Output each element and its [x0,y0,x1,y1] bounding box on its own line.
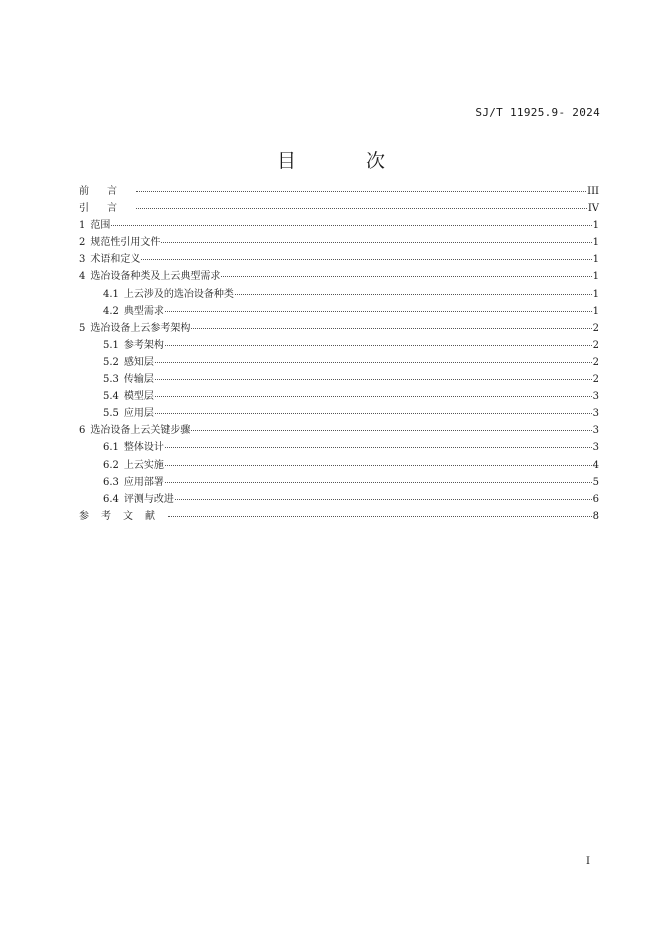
dot-leader [136,208,587,209]
page-title: 目 次 [276,150,418,172]
toc-entry-number: 6.1 [103,442,119,454]
toc-entry-page: 5 [592,476,599,488]
toc-entry-number: 5.2 [103,356,119,368]
toc-entry-title: 上云涉及的选冶设备种类 [123,288,234,300]
dot-leader [141,259,591,260]
toc-entry[interactable] [79,320,599,337]
dot-leader [165,465,592,466]
toc-entry-page: 6 [592,493,599,505]
toc-entry-title: 参考架构 [123,339,164,351]
toc-entry-title: 感知层 [123,356,154,368]
toc-entry[interactable] [79,439,599,456]
toc-entry[interactable] [79,268,599,285]
toc-entry[interactable] [79,251,599,268]
toc-entry-page: 1 [592,220,599,232]
dot-leader [155,396,592,397]
dot-leader [155,362,592,363]
toc-entry-number: 6.3 [103,476,119,488]
toc-entry[interactable] [79,337,599,354]
toc-entry-page: 1 [592,288,599,300]
toc-entry[interactable] [79,234,599,251]
toc-entry-page: 3 [592,391,599,403]
toc-entry[interactable] [79,286,599,303]
dot-leader [165,311,592,312]
dot-leader [221,276,591,277]
dot-leader [161,242,591,243]
toc-entry-number: 6.4 [103,493,119,505]
toc-entry-number: 5.1 [103,339,119,351]
toc-entry-title: 选冶设备上云关键步骤 [90,425,191,437]
dot-leader [191,430,591,431]
toc-entry-title: 引言 [79,203,135,215]
toc-entry[interactable] [79,183,599,200]
toc-entry[interactable] [79,371,599,388]
toc-entry-title: 应用部署 [123,476,164,488]
standard-code: SJ/T 11925.9- 2024 [475,106,600,119]
dot-leader [155,413,592,414]
toc-entry-page: 1 [592,237,599,249]
toc-entry-number: 5.3 [103,374,119,386]
toc-entry-number: 1 [79,220,86,232]
toc-entry-page: 8 [592,510,599,522]
dot-leader [155,379,592,380]
toc-entry-page: 3 [592,442,599,454]
toc-entry-page: 2 [592,322,599,334]
toc-entry-page: 2 [592,339,599,351]
toc-entry-title: 前言 [79,186,135,197]
dot-leader [165,345,592,346]
toc-entry[interactable] [79,457,599,474]
table-of-contents [79,183,599,525]
toc-entry-number: 4.1 [103,288,119,300]
toc-entry-number: 4.2 [103,305,119,317]
toc-entry-page: III [587,186,599,197]
toc-entry-title: 传输层 [123,374,154,386]
toc-entry-number: 5 [79,322,86,334]
toc-entry-title: 上云实施 [123,459,164,471]
toc-entry-number: 5.4 [103,391,119,403]
toc-entry-title: 术语和定义 [90,254,141,266]
toc-entry-title: 规范性引用文件 [90,237,161,249]
toc-entry[interactable] [79,508,599,525]
toc-entry-title: 整体设计 [123,442,164,454]
toc-entry-page: 3 [592,408,599,420]
toc-entry[interactable] [79,303,599,320]
toc-entry-page: 4 [592,459,599,471]
toc-entry-title: 应用层 [123,408,154,420]
toc-entry-page: 3 [592,425,599,437]
toc-entry-title: 选冶设备种类及上云典型需求 [90,271,221,283]
toc-entry[interactable] [79,354,599,371]
toc-entry-page: 1 [592,271,599,283]
toc-entry[interactable] [79,422,599,439]
dot-leader [111,225,591,226]
toc-entry[interactable] [79,474,599,491]
toc-entry-title: 评测与改进 [123,493,174,505]
toc-entry-title: 模型层 [123,391,154,403]
toc-entry-number: 4 [79,271,86,283]
toc-entry[interactable] [79,200,599,217]
dot-leader [235,294,592,295]
toc-entry-page: 1 [592,305,599,317]
toc-entry-page: IV [587,203,599,215]
toc-entry-title: 范围 [90,220,111,232]
toc-entry-title: 参考文献 [79,510,167,522]
dot-leader [165,447,592,448]
toc-entry[interactable] [79,491,599,508]
toc-entry[interactable] [79,388,599,405]
dot-leader [175,499,592,500]
toc-entry-number: 2 [79,237,86,249]
toc-entry-title: 典型需求 [123,305,164,317]
toc-entry-page: 2 [592,356,599,368]
dot-leader [191,328,591,329]
dot-leader [168,516,592,517]
toc-entry-number: 6 [79,425,86,437]
toc-entry-number: 6.2 [103,459,119,471]
page-number: I [586,856,590,867]
toc-entry[interactable] [79,217,599,234]
toc-entry-number: 3 [79,254,86,266]
toc-entry[interactable] [79,405,599,422]
toc-entry-number: 5.5 [103,408,119,420]
toc-entry-title: 选冶设备上云参考架构 [90,322,191,334]
toc-entry-page: 1 [592,254,599,266]
dot-leader [136,191,586,192]
toc-entry-page: 2 [592,374,599,386]
dot-leader [165,482,592,483]
